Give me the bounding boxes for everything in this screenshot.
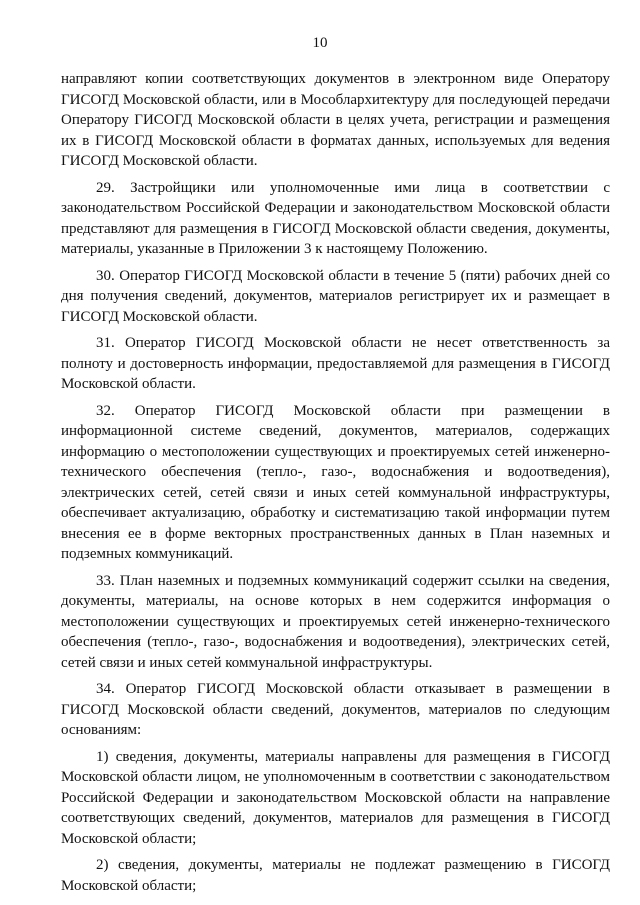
paragraph-33: 33. План наземных и подземных коммуникаций содержит ссылки на сведения, документы, материалы, на основе которых в нем содержится информация о местоположении существующих и проектируемых сетей инженерно-технического обеспечения (тепло-, газо-, водоснабжения и водоотведения), электрических сетей, сетей связи и иных сетей коммунальной инфраструктуры. <box>61 572 610 671</box>
page-number: 10 <box>312 35 328 51</box>
paragraph-34: 34. Оператор ГИСОГД Московской области отказывает в размещении в ГИСОГД Московской области сведений, документов, материалов по следующим основаниям: <box>61 681 610 738</box>
paragraph-29: 29. Застройщики или уполномоченные ими лица в соответствии с законодательством Российской Федерации и законодательством Московской области представляют для размещения в ГИСОГД Московской области сведения, документы, материалы, указанные в Приложении 3 к настоящему Положению. <box>61 179 610 257</box>
paragraph-32: 32. Оператор ГИСОГД Московской области при размещении в информационной системе сведений, документов, материалов, содержащих информацию о местоположении существующих и проектируемых сетей инженерно-технического обеспечения (тепло-, газо-, водоснабжения и водоотведения), электрических сетей, сетей связи и иных сетей коммунальной инфраструктуры, обеспечивает актуализацию, обработку и систематизацию такой информации путем внесения ее в форме векторных пространственных данных в План наземных и подземных коммуникаций. <box>61 402 610 562</box>
paragraph-continuation: направляют копии соответствующих документов в электронном виде Оператору ГИСОГД Московской области, или в Мособлархитектуру для последующей передачи Оператору ГИСОГД Московской области в целях учета, регистрации и размещения их в ГИСОГД Московской области в форматах данных, используемых для ведения ГИСОГД Московской области. <box>61 71 610 169</box>
paragraph-34-item-1: 1) сведения, документы, материалы направлены для размещения в ГИСОГД Московской области лицом, не уполномоченным в соответствии с законодательством Российской Федерации и законодательством Московской области на направление соответствующих сведений, документов, материалов для размещения в ГИСОГД Московской области; <box>61 748 610 847</box>
document-body <box>61 69 610 896</box>
paragraph-31: 31. Оператор ГИСОГД Московской области не несет ответственность за полноту и достоверность информации, предоставляемой для размещения в ГИСОГД Московской области. <box>61 335 610 392</box>
paragraph-30: 30. Оператор ГИСОГД Московской области в течение 5 (пяти) рабочих дней со дня получения сведений, документов, материалов регистрирует их и размещает в ГИСОГД Московской области. <box>61 267 610 325</box>
paragraph-34-item-2: 2) сведения, документы, материалы не подлежат размещению в ГИСОГД Московской области; <box>61 857 610 894</box>
